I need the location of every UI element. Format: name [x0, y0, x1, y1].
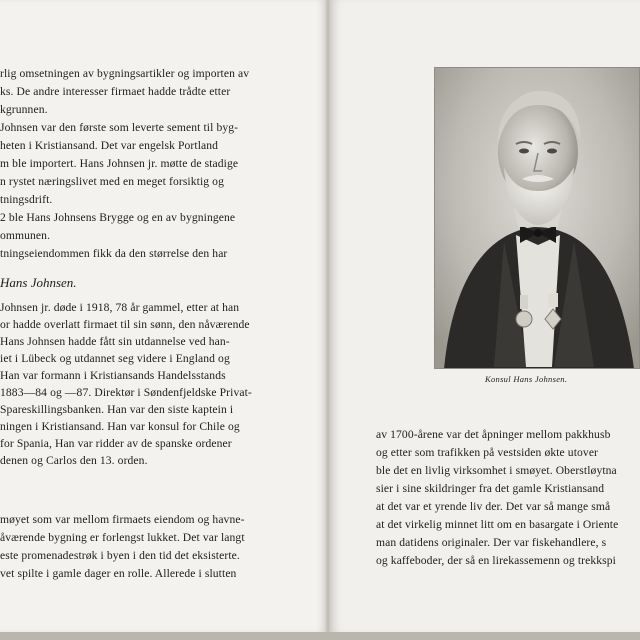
- text-line: ommunen.: [0, 229, 51, 242]
- text-line: tningseiendommen fikk da den størrelse den har: [0, 247, 228, 260]
- text-line: heten i Kristiansand. Det var engelsk Portland: [0, 139, 219, 152]
- text-line: av 1700-årene var det åpninger mellom pakkhusb: [376, 428, 611, 441]
- text-line: este promenadestrøk i byen i den tid det eksisterte.: [0, 549, 240, 562]
- text-line: or hadde overlatt firmaet til sin sønn, den nåværende: [0, 318, 250, 331]
- text-line: Johnsen var den første som leverte sement til byg-: [0, 121, 239, 134]
- text-line: n rystet næringslivet med en meget forsiktig og: [0, 175, 224, 188]
- text-line: iet i Lübeck og utdannet seg videre i England og: [0, 352, 230, 365]
- text-line: tningsdrift.: [0, 193, 53, 206]
- text-line: og etter som trafikken på vestsiden økte utover: [376, 446, 599, 459]
- text-line: kgrunnen.: [0, 103, 48, 116]
- portrait-illustration: [434, 67, 640, 369]
- section-heading: Hans Johnsen.: [0, 275, 77, 290]
- text-line: og kaffeboder, der så en lirekassemenn og trekkspi: [376, 554, 616, 567]
- text-line: Hans Johnsen hadde fått sin utdannelse ved han-: [0, 335, 230, 348]
- text-line: sier i sine skildringer fra det gamle Kristiansand: [376, 482, 605, 495]
- text-line: åværende bygning er forlengst lukket. Det var langt: [0, 531, 245, 544]
- text-line: at det var et yrende liv der. Det var så mange små: [376, 500, 611, 513]
- text-line: vet spilte i gamle dager en rolle. Allerede i slutten: [0, 567, 237, 580]
- text-line: m ble importert. Hans Johnsen jr. møtte de stadige: [0, 157, 239, 170]
- text-line: 2 ble Hans Johnsens Brygge og en av bygningene: [0, 211, 236, 224]
- text-line: møyet som var mellom firmaets eiendom og havne-: [0, 513, 245, 526]
- text-line: ningen i Kristiansand. Han var konsul for Chile og: [0, 420, 240, 433]
- book-gutter: [325, 0, 331, 632]
- text-line: for Spania, Han var ridder av de spanske ordener: [0, 437, 232, 450]
- page-bottom-edge: [0, 632, 640, 640]
- text-line: 1883—84 og —87. Direktør i Søndenfjeldske Privat-: [0, 386, 252, 399]
- text-line: ble det en livlig virksomhet i smøyet. Oberstløytna: [376, 464, 617, 477]
- portrait-photo: [434, 67, 640, 369]
- text-line: denen og Carlos den 13. orden.: [0, 454, 148, 467]
- text-line: Spareskillingsbanken. Han var den siste kaptein i: [0, 403, 234, 416]
- text-line: Johnsen jr. døde i 1918, 78 år gammel, etter at han: [0, 301, 240, 314]
- text-line: at det virkelig minnet litt om en basargate i Oriente: [376, 518, 619, 531]
- text-line: man datidens originaler. Der var fiskehandlere, s: [376, 536, 607, 549]
- photo-caption: Konsul Hans Johnsen.: [485, 374, 568, 384]
- text-line: ks. De andre interesser firmaet hadde trådte etter: [0, 85, 231, 98]
- text-line: rlig omsetningen av bygningsartikler og importen av: [0, 67, 250, 80]
- text-line: Han var formann i Kristiansands Handelsstands: [0, 369, 226, 382]
